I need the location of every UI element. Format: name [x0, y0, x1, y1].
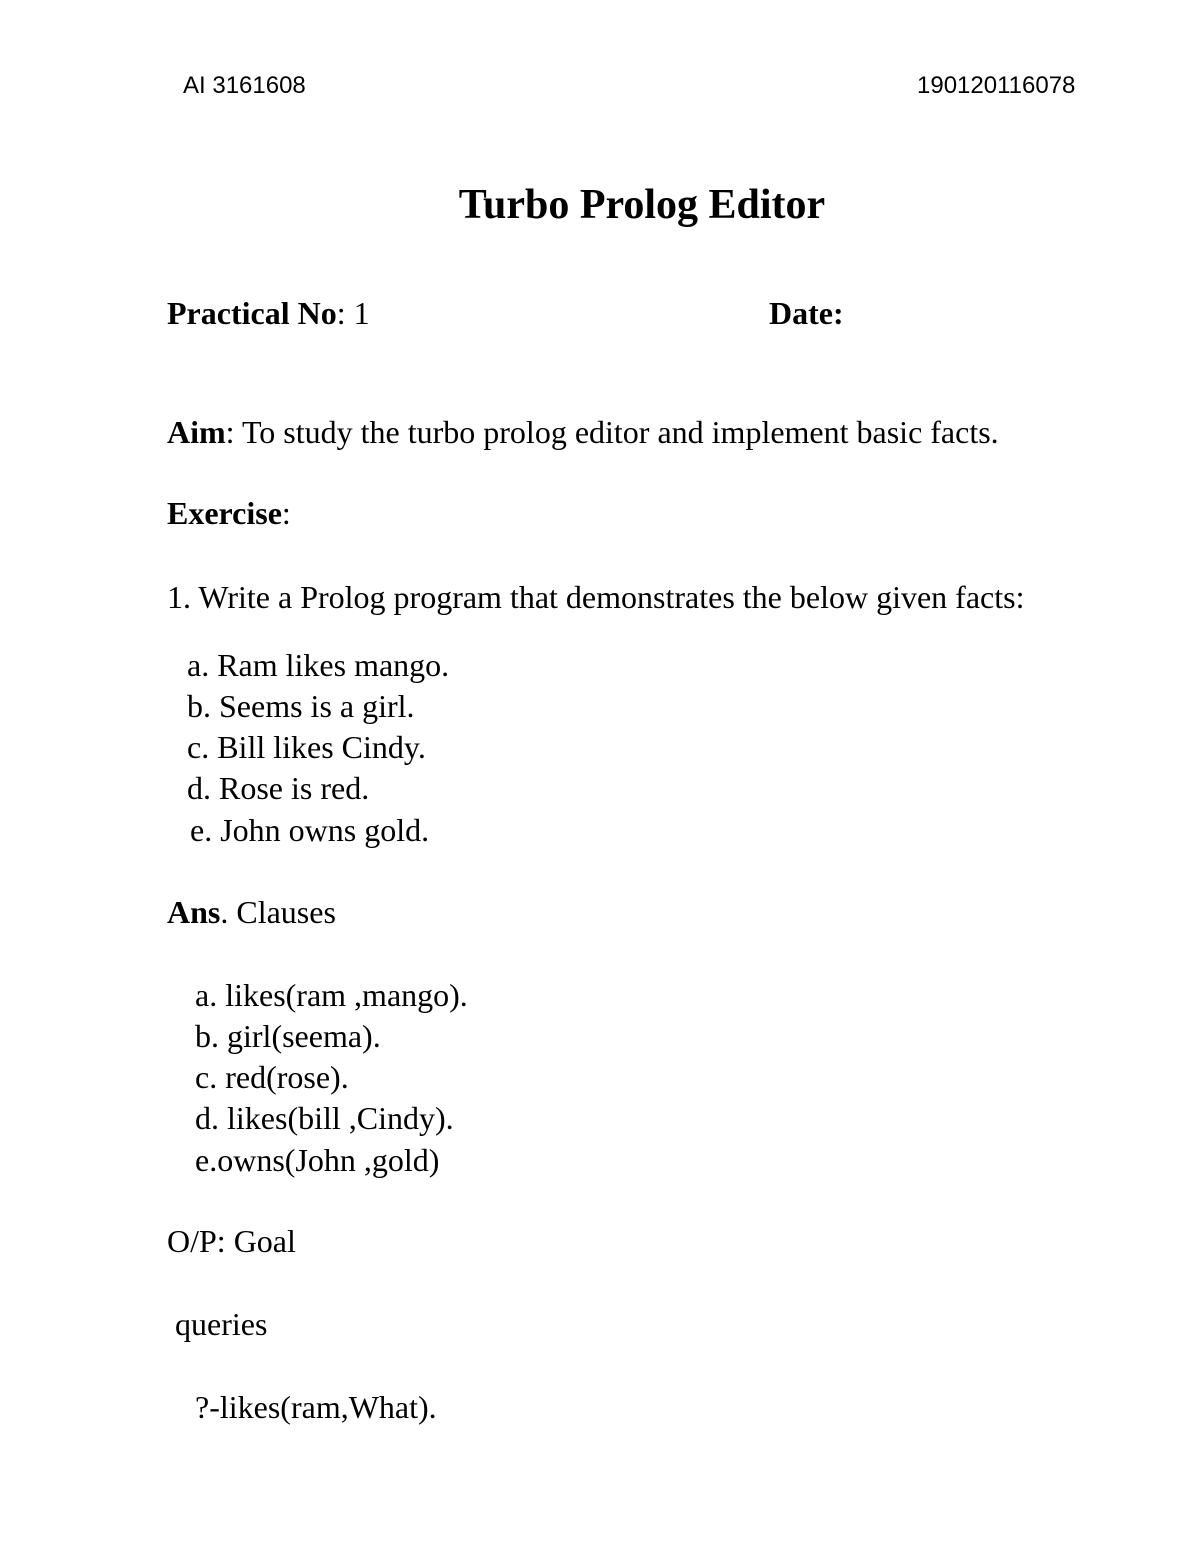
- exercise-suffix: :: [281, 495, 291, 531]
- aim: [167, 412, 999, 452]
- practical-label: Practical No: [167, 295, 337, 331]
- practical-separator: :: [336, 295, 346, 331]
- clause-item: a. likes(ram ,mango).: [195, 977, 468, 1013]
- page-title: Turbo Prolog Editor: [458, 182, 826, 228]
- queries-label: queries: [175, 1306, 268, 1342]
- exercise-label: Exercise: [167, 495, 282, 531]
- fact-item: d. Rose is red.: [187, 770, 370, 806]
- course-code: AI 3161608: [183, 72, 306, 99]
- enrollment-number: 190120116078: [917, 72, 1076, 99]
- fact-item: c. Bill likes Cindy.: [187, 729, 426, 765]
- output-label: O/P: Goal: [167, 1223, 296, 1259]
- answer-heading: [167, 892, 336, 932]
- aim-label: Aim: [167, 414, 226, 450]
- exercise-heading: [167, 493, 291, 533]
- clause-item: d. likes(bill ,Cindy).: [195, 1100, 454, 1136]
- fact-item: e. John owns gold.: [190, 812, 430, 848]
- fact-item: b. Seems is a girl.: [187, 688, 415, 724]
- aim-text: : To study the turbo prolog editor and implement basic facts.: [225, 414, 999, 450]
- fact-item: a. Ram likes mango.: [187, 647, 450, 683]
- question: 1. Write a Prolog program that demonstrates the below given facts:: [167, 579, 1025, 615]
- date-label: Date:: [769, 295, 844, 331]
- practical-value: 1: [345, 295, 370, 331]
- answer-text: . Clauses: [220, 894, 336, 930]
- practical-number: [167, 293, 370, 333]
- query-text: ?-likes(ram,What).: [195, 1389, 437, 1425]
- clause-item: e.owns(John ,gold): [195, 1142, 440, 1178]
- answer-label: Ans: [167, 894, 221, 930]
- clause-item: b. girl(seema).: [195, 1018, 381, 1054]
- clause-item: c. red(rose).: [195, 1059, 349, 1095]
